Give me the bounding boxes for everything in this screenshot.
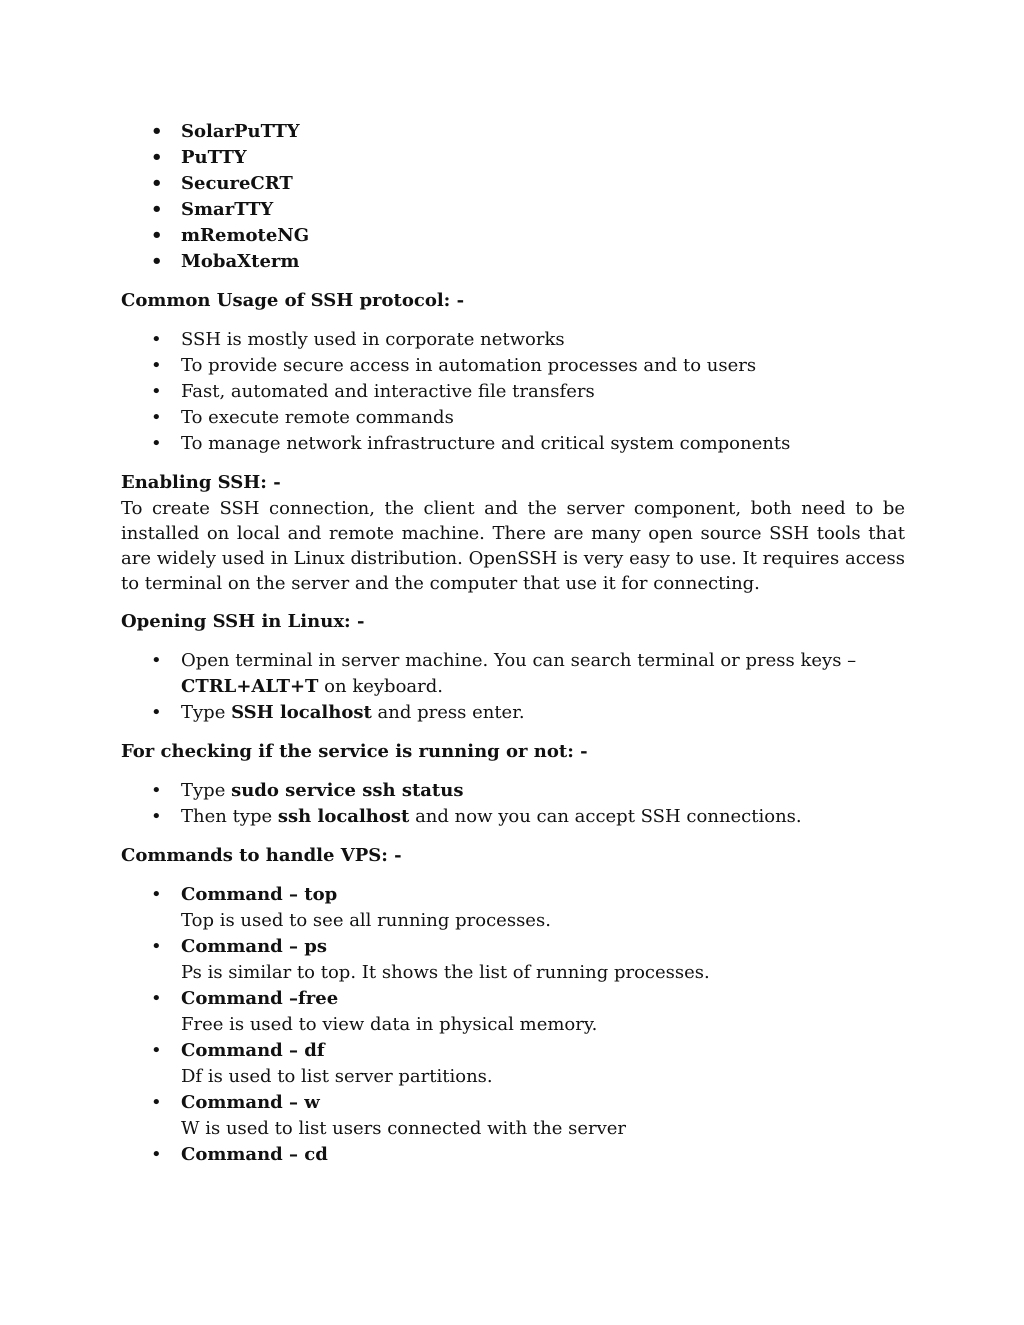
list-item: • SecureCRT: [121, 171, 905, 197]
command-description: Top is used to see all running processes.: [181, 910, 551, 931]
ssh-tools-list: [121, 119, 905, 275]
list-item: [121, 986, 905, 1038]
command-title: • Command – top: [181, 884, 338, 905]
section-heading-usage: Common Usage of SSH protocol: -: [121, 290, 465, 311]
list-item: • SSH is mostly used in corporate networks: [121, 327, 905, 353]
item-text: Type: [181, 780, 232, 801]
keyboard-shortcut: CTRL+ALT+T: [181, 676, 319, 697]
list-item: • To manage network infrastructure and critical system components: [121, 431, 905, 457]
checking-list: [121, 778, 905, 830]
list-item: [121, 648, 905, 700]
item-text: Then type: [181, 806, 278, 827]
usage-list: [121, 327, 905, 457]
command-description: Ps is similar to top. It shows the list of running processes.: [181, 962, 710, 983]
list-item: [121, 1142, 905, 1168]
list-item: • To execute remote commands: [121, 405, 905, 431]
list-item: [121, 1038, 905, 1090]
command-title: • Command – ps: [181, 936, 328, 957]
command-title: • Command –free: [181, 988, 339, 1009]
command-description: Free is used to view data in physical memory.: [181, 1014, 598, 1035]
list-item: • PuTTY: [121, 145, 905, 171]
list-item: • To provide secure access in automation processes and to users: [121, 353, 905, 379]
command-text: sudo service ssh status: [231, 780, 464, 801]
command-title: • Command – w: [181, 1092, 320, 1113]
list-item: [121, 778, 905, 804]
section-heading-checking: For checking if the service is running or not: -: [121, 741, 588, 762]
command-description: Df is used to list server partitions.: [181, 1066, 493, 1087]
list-item: • Fast, automated and interactive file transfers: [121, 379, 905, 405]
section-heading-enabling: Enabling SSH: -: [121, 472, 281, 493]
section-heading-vps: Commands to handle VPS: -: [121, 845, 402, 866]
item-text: on keyboard.: [318, 676, 443, 697]
item-text: and press enter.: [371, 702, 525, 723]
vps-commands-list: [121, 882, 905, 1168]
item-text: and now you can accept SSH connections.: [409, 806, 802, 827]
command-title: • Command – df: [181, 1040, 325, 1061]
command-text: ssh localhost: [277, 806, 410, 827]
list-item: [121, 882, 905, 934]
list-item: [121, 1090, 905, 1142]
list-item: [121, 934, 905, 986]
command-description: W is used to list users connected with the server: [181, 1118, 627, 1139]
list-item: • SolarPuTTY: [121, 119, 905, 145]
list-item: • SmarTTY: [121, 197, 905, 223]
enabling-paragraph: To create SSH connection, the client and the server component, both need to be installed on local and remote machine. There are many open source SSH tools that are widely used in Linux distribution. OpenSSH is very easy to use. It requires access to terminal on the server and the computer that use it for connecting.: [121, 498, 905, 594]
list-item: • mRemoteNG: [121, 223, 905, 249]
document-page: [121, 119, 905, 1168]
command-title: • Command – cd: [181, 1144, 328, 1165]
opening-list: [121, 648, 905, 726]
list-item: [121, 700, 905, 726]
list-item: • MobaXterm: [121, 249, 905, 275]
item-text: Open terminal in server machine. You can search terminal or press keys –: [181, 650, 857, 671]
item-text: Type: [181, 702, 232, 723]
command-text: SSH localhost: [231, 702, 372, 723]
list-item: [121, 804, 905, 830]
section-heading-opening: Opening SSH in Linux: -: [121, 611, 365, 632]
